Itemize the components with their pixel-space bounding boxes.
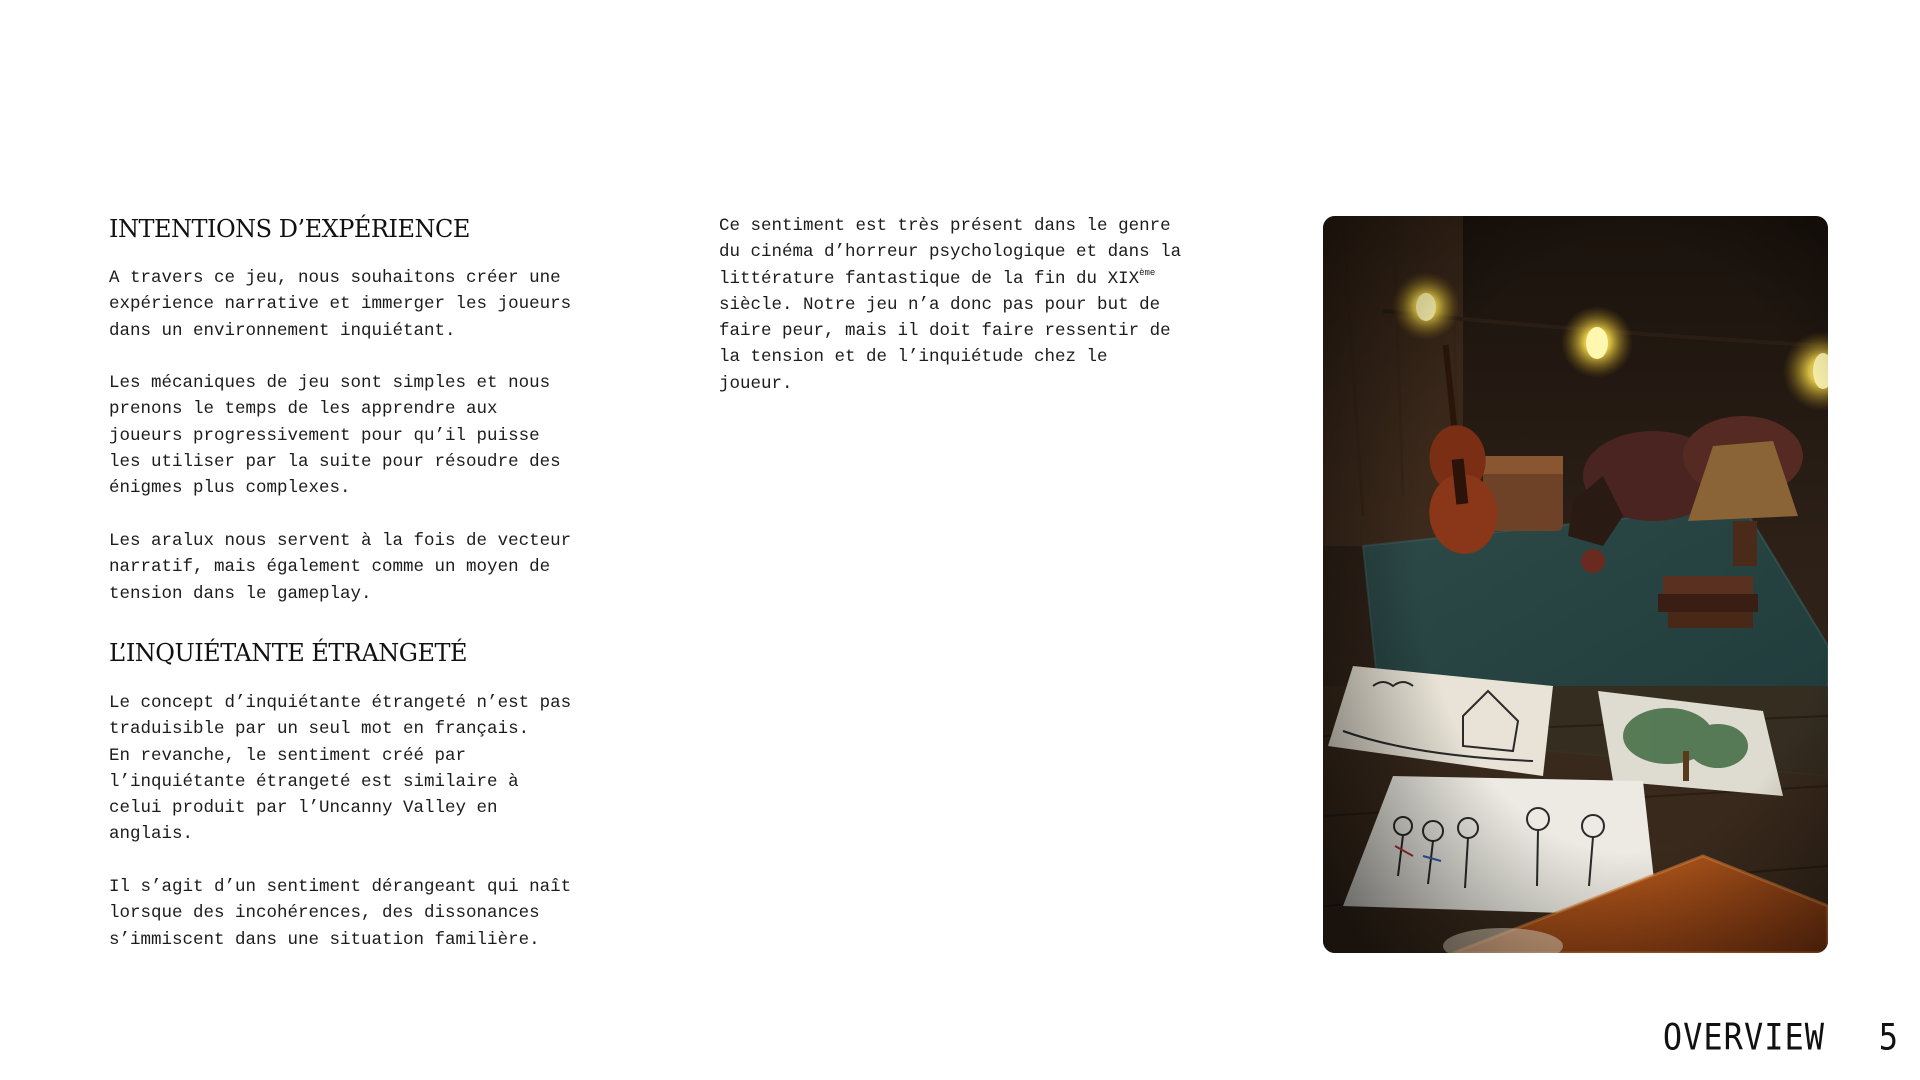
page-number: 5 [1878,1015,1898,1059]
superscript-eme: ème [1139,267,1156,278]
column2-line-3: littérature fantastique de la fin du XIX [719,268,1140,289]
attic-scene-image [1323,216,1828,953]
footer-section-label: OVERVIEW [1662,1015,1825,1059]
paragraph-intentions-3: Les aralux nous servent à la fois de vecteur narratif, mais également comme un moyen de tension dans le gameplay. [109,531,572,604]
column2-line-1: Ce sentiment est très présent dans le genre [719,216,1171,236]
column2-rest: siècle. Notre jeu n’a donc pas pour but de faire peur, mais il doit faire ressentir de la tension et de l’inquiétude chez le joueur. [719,294,1171,394]
heading-uncanny: L’INQUIÉTANTE ÉTRANGETÉ [109,639,468,667]
paragraph-uncanny-2: Il s’agit d’un sentiment dérangeant qui naît lorsque des incohérences, des dissonances s’immiscent dans une situation familière. [109,877,572,950]
paragraph-intentions-2: Les mécaniques de jeu sont simples et nous prenons le temps de les apprendre aux joueurs progressivement pour qu’il puisse les utiliser par la suite pour résoudre des énigmes plus complexes. [109,373,561,499]
paragraph-column2 [719,213,1181,397]
paragraph-uncanny-1: Le concept d’inquiétante étrangeté n’est pas traduisible par un seul mot en français. En revanche, le sentiment créé par l’inquiétante étrangeté est similaire à celui produit par l’Uncanny Valley en anglais. [109,693,572,845]
paragraph-intentions-1: A travers ce jeu, nous souhaitons créer une expérience narrative et immerger les joueurs dans un environnement inquiétant. [109,268,572,341]
heading-intentions: INTENTIONS D’EXPÉRIENCE [109,215,470,243]
column2-line-2: du cinéma d’horreur psychologique et dans la [719,242,1182,263]
